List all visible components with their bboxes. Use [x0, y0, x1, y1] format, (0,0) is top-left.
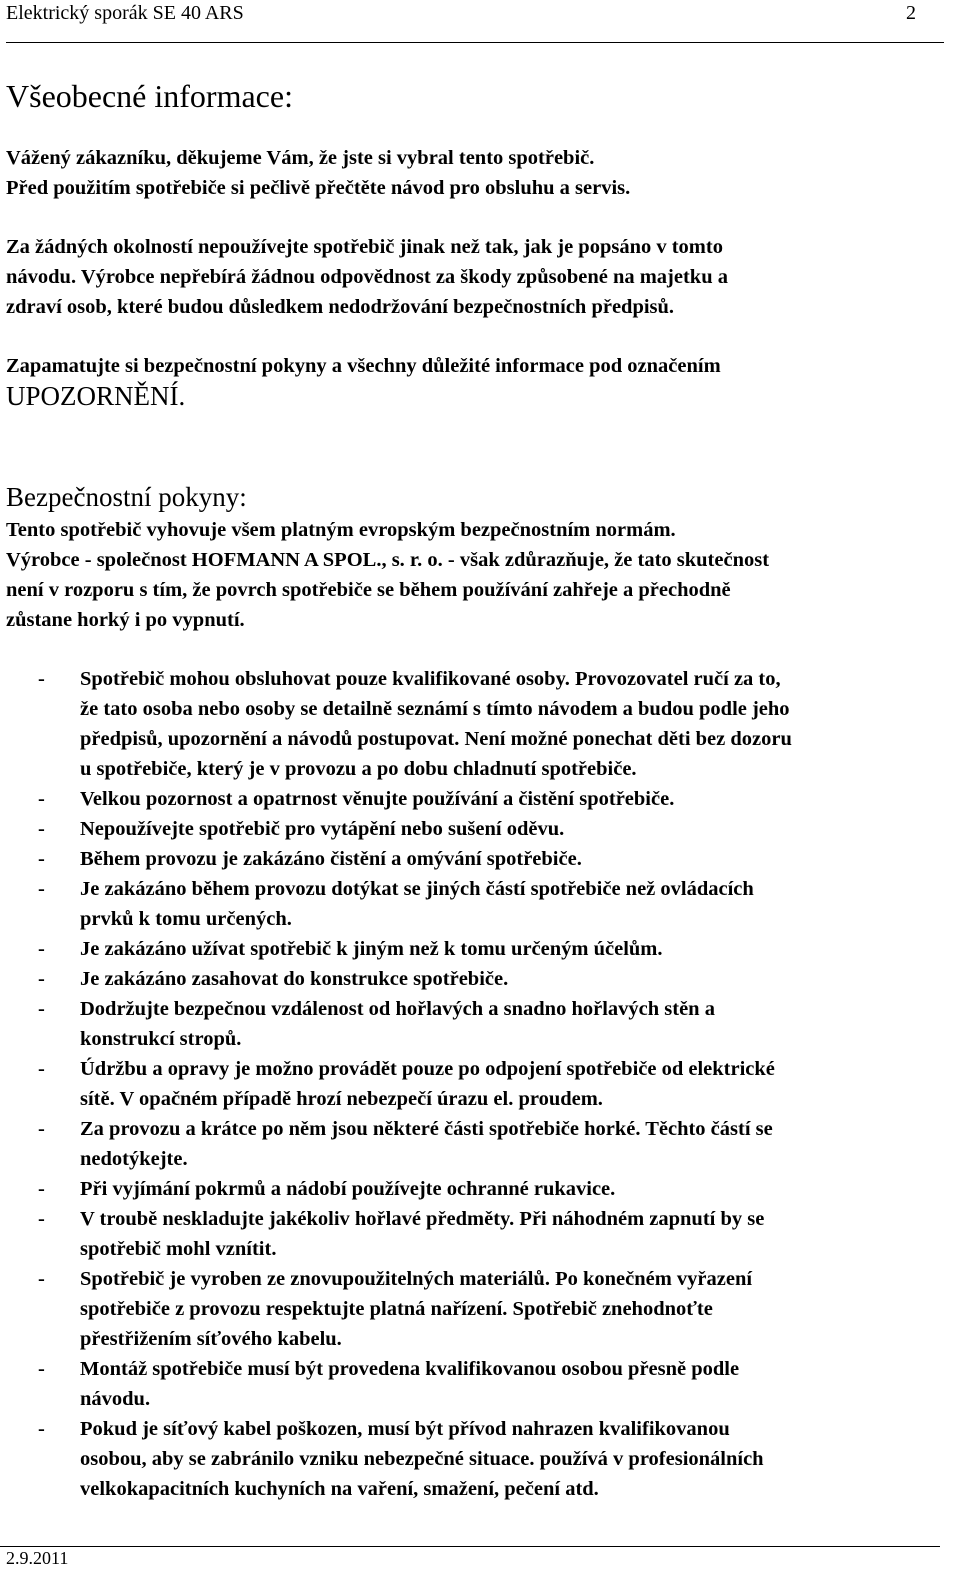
list-bullet: -: [38, 1418, 45, 1440]
list-bullet: -: [38, 998, 45, 1020]
list-bullet: -: [38, 968, 45, 990]
list-item: [0, 784, 960, 814]
list-item-text: [80, 874, 960, 934]
list-item-line: Při vyjímání pokrmů a nádobí používejte ochranné rukavice.: [80, 1178, 616, 1200]
list-item: [0, 844, 960, 874]
list-item-line: prvků k tomu určených.: [80, 908, 292, 930]
list-item-text: [80, 1414, 960, 1504]
list-item: [0, 664, 960, 784]
paragraph-line: Vážený zákazníku, děkujeme Vám, že jste si vybral tento spotřebič.: [6, 147, 595, 169]
list-item-line: Spotřebič je vyroben ze znovupoužitelných materiálů. Po konečném vyřazení: [80, 1268, 753, 1290]
list-bullet: -: [38, 1358, 45, 1380]
page-header: [6, 0, 916, 26]
list-bullet: -: [38, 818, 45, 840]
warning-note-paragraph: [6, 351, 936, 411]
list-item: [0, 874, 960, 934]
paragraph-line: návodu. Výrobce nepřebírá žádnou odpovědnost za škody způsobené na majetku a: [6, 266, 728, 288]
list-item: [0, 1174, 960, 1204]
list-item-text: [80, 994, 960, 1054]
list-item-line: Spotřebič mohou obsluhovat pouze kvalifikované osoby. Provozovatel ručí za to,: [80, 668, 781, 690]
list-item-line: že tato osoba nebo osoby se detailně seznámí s tímto návodem a budou podle jeho: [80, 698, 790, 720]
list-item-line: osobou, aby se zabránilo vzniku nebezpečné situace. používá v profesionálních: [80, 1448, 764, 1470]
page-number: 2: [906, 2, 916, 24]
list-item-line: velkokapacitních kuchyních na vaření, smažení, pečení atd.: [80, 1478, 599, 1500]
safety-heading: Bezpečnostní pokyny:: [6, 482, 247, 512]
paragraph-line: Za žádných okolností nepoužívejte spotřebič jinak než tak, jak je popsáno v tomto: [6, 236, 723, 258]
list-item-text: [80, 814, 960, 844]
list-item-line: Pokud je síťový kabel poškozen, musí být přívod nahrazen kvalifikovanou: [80, 1418, 730, 1440]
paragraph-line: Zapamatujte si bezpečnostní pokyny a všechny důležité informace pod označením: [6, 355, 721, 377]
header-divider: [6, 42, 944, 43]
list-item: [0, 994, 960, 1054]
paragraph-line: zůstane horký i po vypnutí.: [6, 609, 245, 631]
list-item-line: Je zakázáno zasahovat do konstrukce spotřebiče.: [80, 968, 509, 990]
list-item-line: Během provozu je zakázáno čistění a omývání spotřebiče.: [80, 848, 582, 870]
list-item: [0, 814, 960, 844]
list-item-text: [80, 1264, 960, 1354]
list-item: [0, 934, 960, 964]
list-bullet: -: [38, 1058, 45, 1080]
paragraph-line: Tento spotřebič vyhovuje všem platným evropským bezpečnostním normám.: [6, 519, 676, 541]
greeting-paragraph: [6, 143, 936, 203]
list-item: [0, 964, 960, 994]
warning-label: UPOZORNĚNÍ.: [6, 381, 186, 411]
list-item-line: Je zakázáno užívat spotřebič k jiným než k tomu určeným účelům.: [80, 938, 663, 960]
list-item-line: Nepoužívejte spotřebič pro vytápění nebo sušení oděvu.: [80, 818, 565, 840]
list-bullet: -: [38, 1268, 45, 1290]
list-item-line: předpisů, upozornění a návodů postupovat. Není možné ponechat děti bez dozoru: [80, 728, 792, 750]
paragraph-line: Výrobce - společnost HOFMANN A SPOL., s. r. o. - však zdůrazňuje, že tato skutečnost: [6, 549, 770, 571]
list-item-text: [80, 1054, 960, 1114]
list-item: [0, 1114, 960, 1174]
paragraph-line: zdraví osob, které budou důsledkem nedodržování bezpečnostních předpisů.: [6, 296, 675, 318]
list-item-text: [80, 784, 960, 814]
list-item: [0, 1414, 960, 1504]
list-bullet: -: [38, 938, 45, 960]
list-item-text: [80, 844, 960, 874]
list-bullet: -: [38, 788, 45, 810]
list-bullet: -: [38, 1178, 45, 1200]
list-item-text: [80, 934, 960, 964]
list-item: [0, 1054, 960, 1114]
paragraph-line: Před použitím spotřebiče si pečlivě přečtěte návod pro obsluhu a servis.: [6, 177, 631, 199]
footer-divider: [0, 1546, 940, 1547]
list-bullet: -: [38, 1118, 45, 1140]
list-item-text: [80, 664, 960, 784]
paragraph-line: není v rozporu s tím, že povrch spotřebiče se během používání zahřeje a přechodně: [6, 579, 731, 601]
list-item-line: V troubě neskladujte jakékoliv hořlavé předměty. Při náhodném zapnutí by se: [80, 1208, 765, 1230]
footer-date: 2.9.2011: [6, 1548, 69, 1568]
list-item-line: návodu.: [80, 1388, 151, 1410]
list-item-line: spotřebič mohl vznítit.: [80, 1238, 277, 1260]
list-item-text: [80, 1354, 960, 1414]
list-bullet: -: [38, 1208, 45, 1230]
list-bullet: -: [38, 878, 45, 900]
list-item-line: Je zakázáno během provozu dotýkat se jiných částí spotřebiče než ovládacích: [80, 878, 754, 900]
list-item-line: sítě. V opačném případě hrozí nebezpečí úrazu el. proudem.: [80, 1088, 603, 1110]
list-bullet: -: [38, 668, 45, 690]
list-item-text: [80, 964, 960, 994]
list-item-line: Za provozu a krátce po něm jsou některé části spotřebiče horké. Těchto částí se: [80, 1118, 773, 1140]
document-title: Elektrický sporák SE 40 ARS: [6, 2, 244, 24]
list-item-text: [80, 1114, 960, 1174]
list-bullet: -: [38, 848, 45, 870]
list-item-line: spotřebiče z provozu respektujte platná nařízení. Spotřebič znehodnoťte: [80, 1298, 713, 1320]
safety-intro-paragraph: [6, 515, 936, 635]
list-item-line: Dodržujte bezpečnou vzdálenost od hořlavých a snadno hořlavých stěn a: [80, 998, 715, 1020]
list-item-line: u spotřebiče, který je v provozu a po dobu chladnutí spotřebiče.: [80, 758, 637, 780]
safety-instructions-list: [0, 664, 960, 1504]
list-item-line: přestřižením síťového kabelu.: [80, 1328, 342, 1350]
usage-warning-paragraph: [6, 232, 936, 322]
list-item-text: [80, 1174, 960, 1204]
list-item-line: konstrukcí stropů.: [80, 1028, 242, 1050]
list-item: [0, 1354, 960, 1414]
list-item: [0, 1264, 960, 1354]
list-item: [0, 1204, 960, 1264]
list-item-line: Údržbu a opravy je možno provádět pouze po odpojení spotřebiče od elektrické: [80, 1058, 775, 1080]
general-info-heading: Všeobecné informace:: [6, 78, 293, 114]
list-item-text: [80, 1204, 960, 1264]
list-item-line: Montáž spotřebiče musí být provedena kvalifikovanou osobou přesně podle: [80, 1358, 740, 1380]
list-item-line: nedotýkejte.: [80, 1148, 188, 1170]
list-item-line: Velkou pozornost a opatrnost věnujte používání a čistění spotřebiče.: [80, 788, 675, 810]
